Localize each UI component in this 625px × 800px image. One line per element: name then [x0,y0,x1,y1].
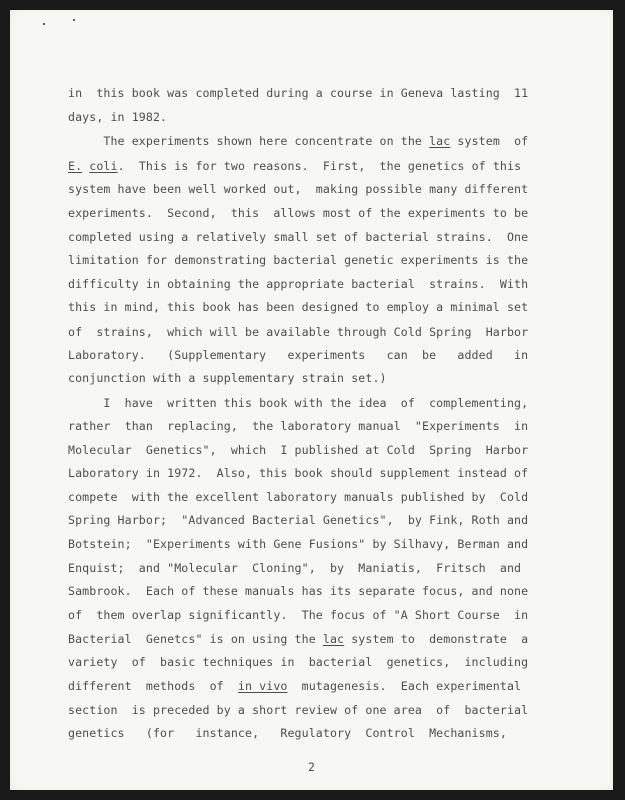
text-line: Botstein; "Experiments with Gene Fusions" by Silhavy, Berman and [68,537,529,551]
text-line: difficulty in obtaining the appropriate bacterial strains. With [68,277,529,291]
text-line: The experiments shown here concentrate on the lac system of [68,134,529,148]
text-line: variety of basic techniques in bacterial genetics, including [68,655,529,669]
speck-mark [73,19,75,21]
text-line: Sambrook. Each of these manuals has its separate focus, and none [68,584,529,598]
text-line: of them overlap significantly. The focus of "A Short Course in [68,608,529,622]
text-line: system have been well worked out, making possible many different [68,182,529,196]
document-page [10,10,613,790]
text-line: different methods of in vivo mutagenesis. Each experimental [68,679,522,693]
text-line: compete with the excellent laboratory manuals published by Cold [68,490,529,504]
text-line: this in mind, this book has been designed to employ a minimal set [68,300,529,314]
text-line: Spring Harbor; "Advanced Bacterial Genetics", by Fink, Roth and [68,513,529,527]
text-line: experiments. Second, this allows most of the experiments to be [68,206,529,220]
text-line: Laboratory in 1972. Also, this book should supplement instead of [68,466,529,480]
page-number: 2 [308,760,315,774]
text-line: genetics (for instance, Regulatory Control Mechanisms, [68,726,507,740]
speck-mark [43,23,45,25]
text-line: limitation for demonstrating bacterial genetic experiments is the [68,253,529,267]
text-line: Bacterial Genetcs" is on using the lac system to demonstrate a [68,632,529,646]
text-line: conjunction with a supplementary strain set.) [68,371,387,385]
text-line: completed using a relatively small set of bacterial strains. One [68,230,529,244]
text-line: section is preceded by a short review of one area of bacterial [68,703,529,717]
text-line: rather than replacing, the laboratory manual "Experiments in [68,419,529,433]
text-line: of strains, which will be available through Cold Spring Harbor [68,325,529,339]
text-line: Enquist; and "Molecular Cloning", by Maniatis, Fritsch and [68,561,522,575]
text-line: E. coli. This is for two reasons. First, the genetics of this [68,159,522,173]
text-line: I have written this book with the idea of complementing, [68,396,529,410]
text-line: in this book was completed during a course in Geneva lasting 11 [68,86,529,100]
text-line: Molecular Genetics", which I published at Cold Spring Harbor [68,443,529,457]
text-line: Laboratory. (Supplementary experiments can be added in [68,348,529,362]
text-line: days, in 1982. [68,110,168,124]
